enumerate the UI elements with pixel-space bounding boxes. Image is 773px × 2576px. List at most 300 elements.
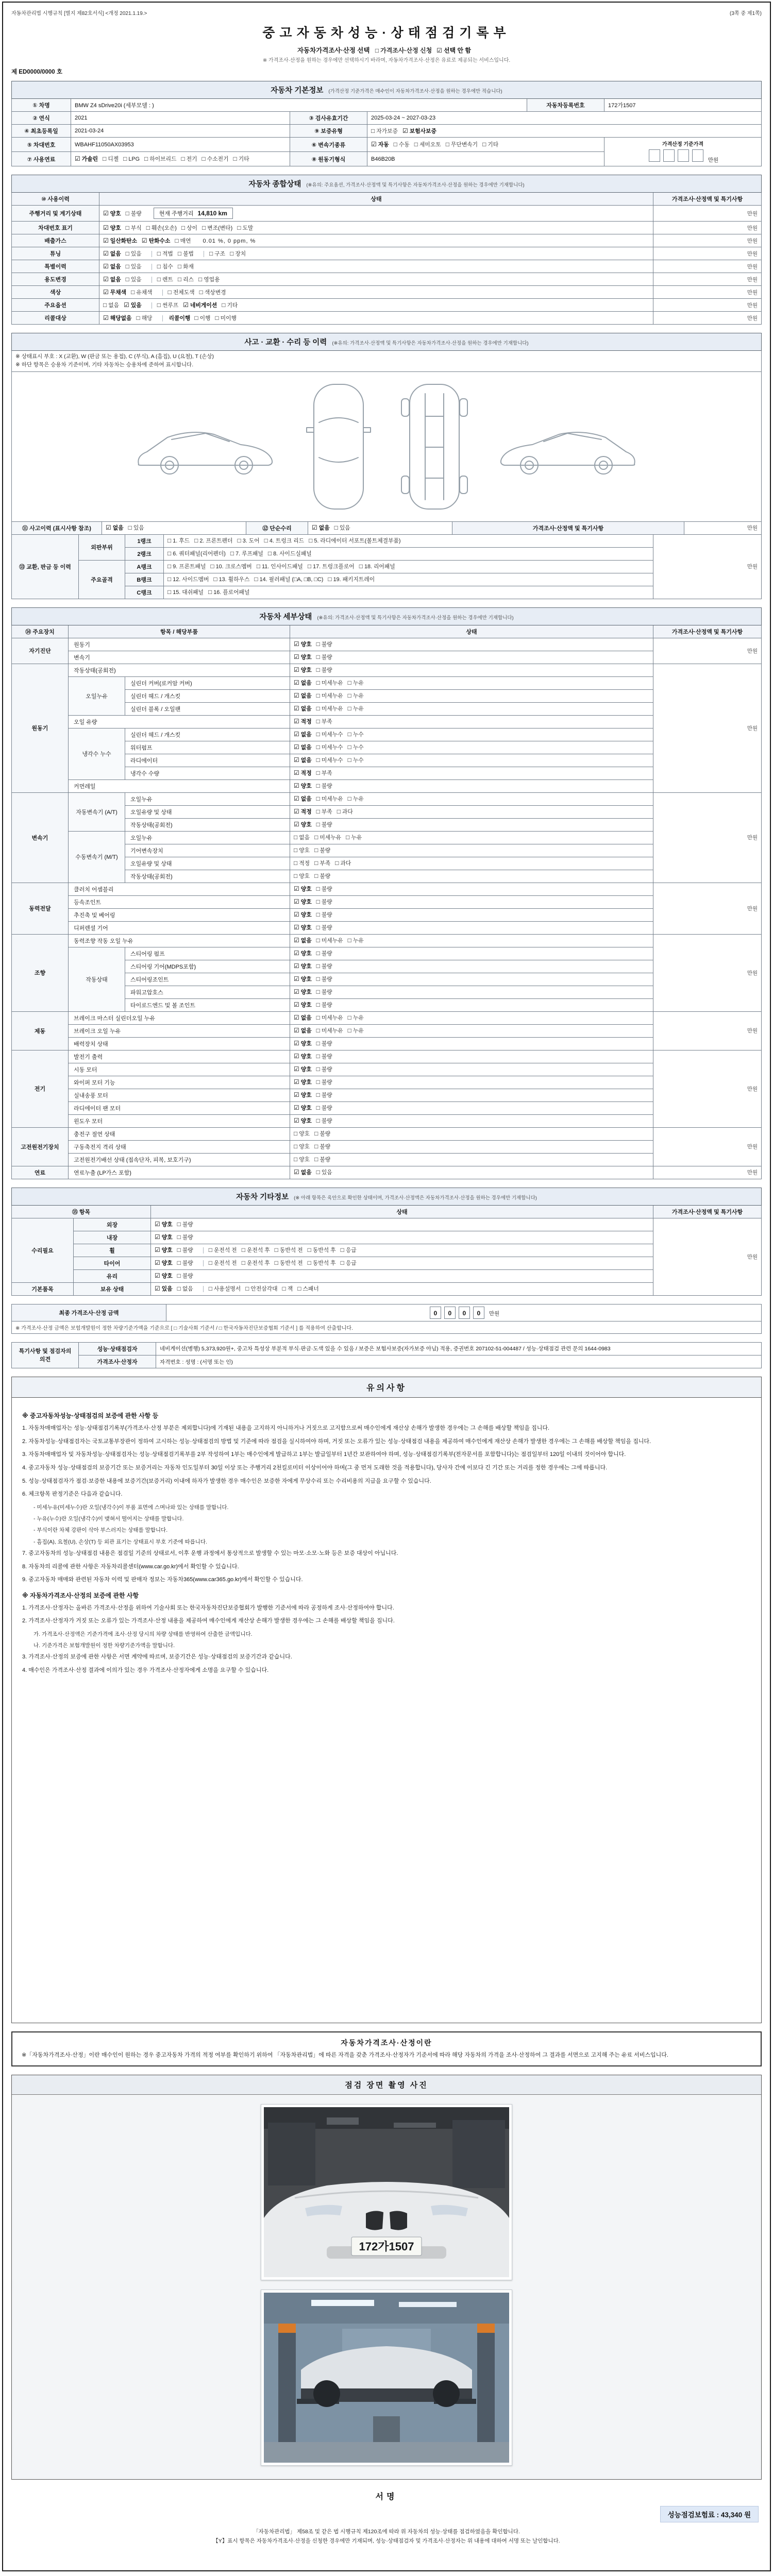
row-label: 외장 xyxy=(74,1218,151,1231)
checkbox-15. 대쉬패널[interactable] xyxy=(167,588,204,596)
checkbox-불량[interactable] xyxy=(314,1143,330,1150)
checkbox-누유[interactable] xyxy=(348,679,364,687)
checkbox-양호[interactable] xyxy=(155,1246,173,1254)
checkbox-양호[interactable] xyxy=(294,898,312,906)
checkbox-label: 없음 xyxy=(300,680,312,686)
checkbox-수소전기[interactable] xyxy=(202,155,229,163)
checkbox-없음[interactable] xyxy=(294,743,312,751)
item-name: 추진축 및 베어링 xyxy=(69,908,290,921)
appraiser-signature-line: 자격번호 : 성명 : (서명 또는 인) xyxy=(156,1355,762,1368)
checkbox-label: 미세누유 xyxy=(321,1015,343,1021)
checkbox-9. 프론트패널[interactable] xyxy=(167,563,206,570)
notice-item: 4. 중고자동차 성능·상태점검의 보증기간 또는 보증거리는 자동차 인도일부터 30일 이상 또는 주행거리 2천킬로미터 이상이어야 하며(그 중 먼저 도래한 것을 적용합니다), 당사자 간에 이보다 긴 기간 또는 거리를 정한 경우에는 그에 따릅니다. xyxy=(22,1465,608,1471)
row-label: 타이어 xyxy=(74,1257,151,1269)
checkbox-불량[interactable] xyxy=(177,1221,193,1228)
field-label-reg-no: 자동차등록번호 xyxy=(527,99,604,112)
checkbox-세미오토[interactable] xyxy=(414,141,441,148)
checkbox-불량[interactable] xyxy=(316,924,332,931)
checkbox-양호[interactable] xyxy=(294,666,312,674)
row-label: 용도변경 xyxy=(12,273,99,286)
checkbox-가솔린[interactable] xyxy=(75,155,98,163)
checkbox-없음[interactable] xyxy=(294,756,312,764)
item-name: 연료누출 (LP가스 포함) xyxy=(69,1166,290,1179)
checkbox-label: 7. 루프패널 xyxy=(236,551,263,557)
checkbox-양호[interactable] xyxy=(155,1221,173,1228)
checkbox-네비게이션[interactable] xyxy=(183,301,217,309)
price-cell: 만원 xyxy=(653,299,761,312)
checkbox-잭[interactable] xyxy=(282,1285,293,1293)
checkbox-전기[interactable] xyxy=(181,155,197,163)
checkbox-적정[interactable] xyxy=(294,769,312,777)
checkbox-있음[interactable] xyxy=(316,1168,332,1176)
checkbox-glyph: □ xyxy=(347,795,351,802)
checkbox-label: 수소전기 xyxy=(207,156,229,162)
checkbox-없음[interactable] xyxy=(294,834,310,841)
checkbox-적정[interactable] xyxy=(294,718,312,725)
checkbox-누유[interactable] xyxy=(348,705,364,713)
checkbox-glyph: □ xyxy=(157,262,161,270)
checkbox-있음[interactable] xyxy=(155,1285,173,1293)
checkbox-응급[interactable] xyxy=(341,1259,357,1267)
checkbox-매연[interactable] xyxy=(175,237,191,245)
checkbox-glyph: □ xyxy=(347,743,351,751)
checkbox-glyph: □ xyxy=(316,937,320,944)
checkbox-양호[interactable] xyxy=(294,1117,312,1125)
checkbox-누유[interactable] xyxy=(348,795,364,803)
checkbox-label: 일산화탄소 xyxy=(110,238,137,244)
checkbox-일산화탄소[interactable] xyxy=(103,237,137,245)
item-name: 기어변속장치 xyxy=(125,844,290,857)
checkbox-렌트[interactable] xyxy=(157,276,173,283)
checkbox-6. 쿼터패널(리어펜더)[interactable] xyxy=(167,550,226,557)
accident-check-row xyxy=(12,521,762,534)
checkbox-색상변경[interactable] xyxy=(199,289,226,296)
checkbox-훼손(오손)[interactable] xyxy=(146,224,177,232)
checkbox-리스[interactable] xyxy=(178,276,194,283)
checkbox-7. 루프패널[interactable] xyxy=(230,550,263,557)
checkbox-기타[interactable] xyxy=(222,301,238,309)
checkbox-적정[interactable] xyxy=(294,859,310,867)
checkbox-없음[interactable] xyxy=(294,705,312,713)
special-history-status xyxy=(99,260,653,273)
checkbox-양호[interactable] xyxy=(294,1078,312,1086)
checkbox-있음[interactable] xyxy=(124,301,142,309)
checkbox-8. 사이드실패널[interactable] xyxy=(268,550,312,557)
other-header-item: ⑮ 항목 xyxy=(12,1205,151,1218)
checkbox-화재[interactable] xyxy=(178,263,194,270)
checkbox-양호[interactable] xyxy=(294,1053,312,1060)
checkbox-glyph: □ xyxy=(131,288,135,296)
checkbox-미세누유[interactable] xyxy=(314,834,341,841)
checkbox-11. 인사이드패널[interactable] xyxy=(257,563,303,570)
checkbox-glyph: ☑ xyxy=(294,975,299,982)
checkbox-스패너[interactable] xyxy=(297,1285,319,1293)
accident-history-label: ⑪ 사고이력 (표시사항 참조) xyxy=(12,521,102,534)
checkbox-없음[interactable] xyxy=(294,679,312,687)
checkbox-장치[interactable] xyxy=(230,250,246,258)
checkbox-label: 동반석 후 xyxy=(312,1247,336,1253)
checkbox-하이브리드[interactable] xyxy=(144,155,176,163)
detail-row xyxy=(12,947,762,960)
checkbox-label: 11. 인사이드패널 xyxy=(262,564,303,570)
checkbox-양호[interactable] xyxy=(294,950,312,957)
checkbox-해당없음[interactable] xyxy=(103,314,131,322)
checkbox-수동[interactable] xyxy=(394,141,410,148)
item-name: 오일누유 xyxy=(125,792,290,805)
checkbox-침수[interactable] xyxy=(157,263,173,270)
checkbox-부식[interactable] xyxy=(126,224,142,232)
checkbox-17. 트렁크플로어[interactable] xyxy=(308,563,355,570)
checkbox-선택 안 함[interactable] xyxy=(436,46,471,55)
checkbox-glyph: ☑ xyxy=(294,1014,299,1021)
tuning-status xyxy=(99,247,653,260)
checkbox-불량[interactable] xyxy=(314,1130,330,1138)
field-label-car-name: ① 차명 xyxy=(12,99,71,112)
checkbox-구조[interactable] xyxy=(209,250,225,258)
checkbox-적법[interactable] xyxy=(157,250,173,258)
status-options xyxy=(290,754,653,767)
checkbox-glyph: □ xyxy=(198,275,203,283)
checkbox-양호[interactable] xyxy=(294,1104,312,1112)
checkbox-누유[interactable] xyxy=(348,1014,364,1022)
checkbox-미세누수[interactable] xyxy=(316,731,343,738)
checkbox-양호[interactable] xyxy=(294,962,312,970)
interior-options xyxy=(151,1231,653,1244)
checkbox-운전석 후[interactable] xyxy=(242,1246,270,1254)
checkbox-1. 후드[interactable] xyxy=(167,537,190,545)
checkbox-없음[interactable] xyxy=(294,1027,312,1035)
checkbox-glyph: □ xyxy=(307,1246,311,1253)
select-note: ※ 가격조사·산정을 원하는 경우에만 선택하시기 바라며, 자동차가격조사·산정은 유료로 제공되는 서비스입니다. xyxy=(262,58,511,63)
field-label-model-year: ② 연식 xyxy=(12,112,71,125)
checkbox-불량[interactable] xyxy=(316,962,332,970)
checkbox-불량[interactable] xyxy=(126,210,142,217)
detail-row xyxy=(12,1140,762,1153)
opinion-row-appraiser xyxy=(12,1355,762,1368)
checkbox-불량[interactable] xyxy=(316,1001,332,1009)
checkbox-glyph: □ xyxy=(208,1285,212,1292)
checkbox-glyph: ☑ xyxy=(294,756,299,764)
row-label: 배출가스 xyxy=(12,234,99,247)
checkbox-불량[interactable] xyxy=(316,1091,332,1099)
checkbox-glyph: □ xyxy=(414,141,418,148)
checkbox-기타[interactable] xyxy=(482,141,498,148)
other-row-interior xyxy=(12,1231,762,1244)
checkbox-없음[interactable] xyxy=(294,937,312,944)
checkbox-양호[interactable] xyxy=(294,975,312,983)
checkbox-불량[interactable] xyxy=(316,1065,332,1073)
checkbox-부족[interactable] xyxy=(316,769,332,777)
checkbox-누유[interactable] xyxy=(348,1027,364,1035)
checkbox-label: 해당없음 xyxy=(110,315,132,321)
status-options xyxy=(290,702,653,715)
checkbox-있음[interactable] xyxy=(126,250,142,258)
checkbox-양호[interactable] xyxy=(155,1272,173,1280)
checkbox-양호[interactable] xyxy=(294,653,312,661)
checkbox-glyph: □ xyxy=(144,155,148,162)
checkbox-누유[interactable] xyxy=(348,692,364,700)
checkbox-없음[interactable] xyxy=(177,1285,193,1293)
checkbox-양호[interactable] xyxy=(294,988,312,996)
checkbox-누수[interactable] xyxy=(348,743,364,751)
overall-row-main-options xyxy=(12,299,762,312)
checkbox-자가보증[interactable] xyxy=(371,127,398,135)
checkbox-label: LPG xyxy=(128,156,140,162)
checkbox-불량[interactable] xyxy=(316,950,332,957)
checkbox-상이[interactable] xyxy=(181,224,197,232)
checkbox-있음[interactable] xyxy=(334,524,350,532)
law-reference: 자동차관리법 시행규칙 [별지 제82호서식] <개정 2021.1.19.> xyxy=(11,11,147,16)
checkbox-label: 17. 트렁크플로어 xyxy=(313,564,355,570)
checkbox-부족[interactable] xyxy=(316,808,332,816)
checkbox-양호[interactable] xyxy=(294,782,312,790)
checkbox-없음[interactable] xyxy=(103,263,121,270)
checkbox-양호[interactable] xyxy=(155,1233,173,1241)
checkbox-동반석 전[interactable] xyxy=(275,1259,303,1267)
checkbox-5. 라디에이터 서포트(볼트체결부품)[interactable] xyxy=(309,537,400,545)
checkbox-label: 화재 xyxy=(183,263,194,270)
checkbox-불량[interactable] xyxy=(316,1040,332,1047)
checkbox-양호[interactable] xyxy=(294,1130,310,1138)
checkbox-없음[interactable] xyxy=(103,301,119,309)
checkbox-양호[interactable] xyxy=(294,846,310,854)
checkbox-양호[interactable] xyxy=(294,1091,312,1099)
checkbox-무채색[interactable] xyxy=(103,289,126,296)
checkbox-미세누유[interactable] xyxy=(316,692,343,700)
checkbox-불량[interactable] xyxy=(177,1246,193,1254)
checkbox-변조(변타)[interactable] xyxy=(202,224,232,232)
checkbox-19. 패키지트레이[interactable] xyxy=(328,575,375,583)
checkbox-LPG[interactable] xyxy=(123,155,140,162)
checkbox-탄화수소[interactable] xyxy=(142,237,170,245)
checkbox-label: 유채색 xyxy=(136,289,153,296)
checkbox-label: 불량 xyxy=(321,899,332,905)
checkbox-label: 불량 xyxy=(320,1131,331,1137)
detail-row xyxy=(12,676,762,689)
checkbox-3. 도어[interactable] xyxy=(238,537,260,545)
checkbox-누수[interactable] xyxy=(348,756,364,764)
checkbox-응급[interactable] xyxy=(341,1246,357,1254)
price-cell: 만원 xyxy=(653,1166,761,1179)
checkbox-양호[interactable] xyxy=(294,924,312,931)
checkbox-2. 프론트펜더[interactable] xyxy=(194,537,232,545)
checkbox-양호[interactable] xyxy=(294,1001,312,1009)
insurance-fee-wrap xyxy=(14,2506,759,2522)
checkbox-있음[interactable] xyxy=(126,276,142,283)
checkbox-이행[interactable] xyxy=(194,314,210,322)
checkbox-불량[interactable] xyxy=(177,1272,193,1280)
checkbox-사용설명서[interactable] xyxy=(209,1285,241,1293)
detail-row xyxy=(12,883,762,895)
checkbox-양호[interactable] xyxy=(294,1143,310,1150)
checkbox-불량[interactable] xyxy=(316,1053,332,1060)
checkbox-label: 불량 xyxy=(321,925,332,931)
checkbox-불량[interactable] xyxy=(177,1233,193,1241)
status-options xyxy=(290,973,653,986)
checkbox-glyph: ☑ xyxy=(294,924,299,931)
checkbox-양호[interactable] xyxy=(294,1156,310,1163)
checkbox-해당[interactable] xyxy=(136,314,152,322)
checkbox-10. 크로스멤버[interactable] xyxy=(210,563,251,570)
checkbox-14. 필러패널 (□A, □B, □C)[interactable] xyxy=(254,575,323,583)
checkbox-기타[interactable] xyxy=(233,155,249,163)
checkbox-누수[interactable] xyxy=(348,731,364,738)
wheel-position-options xyxy=(209,1247,361,1253)
checkbox-12. 사이드멤버[interactable] xyxy=(167,575,209,583)
checkbox-label: 4. 트렁크 리드 xyxy=(269,538,305,544)
checkbox-glyph: ☑ xyxy=(103,224,109,231)
checkbox-양호[interactable] xyxy=(103,224,121,232)
checkbox-양호[interactable] xyxy=(294,1040,312,1047)
checkbox-부족[interactable] xyxy=(316,718,332,725)
detail-row xyxy=(12,831,762,844)
checkbox-양호[interactable] xyxy=(294,872,310,880)
checkbox-미세누유[interactable] xyxy=(316,679,343,687)
checkbox-부족[interactable] xyxy=(314,859,330,867)
checkbox-불량[interactable] xyxy=(316,1104,332,1112)
checkbox-18. 리어패널[interactable] xyxy=(359,563,395,570)
device-name: 전기 xyxy=(12,1050,69,1127)
checkbox-양호[interactable] xyxy=(155,1259,173,1267)
vin-marking-status xyxy=(99,222,653,234)
checkbox-미세누수[interactable] xyxy=(316,756,343,764)
checkbox-미세누유[interactable] xyxy=(316,1014,343,1022)
checkbox-미세누유[interactable] xyxy=(316,795,343,803)
checkbox-미세누수[interactable] xyxy=(316,743,343,751)
checkbox-불량[interactable] xyxy=(316,666,332,674)
checkbox-미세누유[interactable] xyxy=(316,1027,343,1035)
checkbox-과다[interactable] xyxy=(337,808,353,816)
checkbox-불량[interactable] xyxy=(314,1156,330,1163)
checkbox-불량[interactable] xyxy=(316,975,332,983)
checkbox-양호[interactable] xyxy=(294,1065,312,1073)
checkbox-glyph: □ xyxy=(256,563,261,570)
checkbox-불량[interactable] xyxy=(314,846,330,854)
checkbox-양호[interactable] xyxy=(294,885,312,893)
checkbox-운전석 후[interactable] xyxy=(242,1259,270,1267)
checkbox-전체도색[interactable] xyxy=(168,289,195,296)
checkbox-glyph: □ xyxy=(359,563,363,570)
checkbox-없음[interactable] xyxy=(106,524,124,532)
checkbox-불량[interactable] xyxy=(316,821,332,828)
checkbox-불량[interactable] xyxy=(316,1117,332,1125)
checkbox-없음[interactable] xyxy=(294,795,312,803)
checkbox-불량[interactable] xyxy=(316,885,332,893)
checkbox-불량[interactable] xyxy=(316,898,332,906)
notices-section xyxy=(11,1377,762,2023)
checkbox-양호[interactable] xyxy=(294,911,312,919)
checkbox-불량[interactable] xyxy=(314,872,330,880)
checkbox-무단변속기[interactable] xyxy=(446,141,478,148)
field-label-inspection-period: ③ 검사유효기간 xyxy=(290,112,367,125)
checkbox-glyph: □ xyxy=(230,249,234,257)
checkbox-16. 플로어패널[interactable] xyxy=(208,588,249,596)
checkbox-디젤[interactable] xyxy=(103,155,119,163)
rankA-options xyxy=(164,560,653,573)
checkbox-4. 트렁크 리드[interactable] xyxy=(264,537,304,545)
checkbox-불량[interactable] xyxy=(316,782,332,790)
checkbox-없음[interactable] xyxy=(294,1168,312,1176)
checkbox-label: 양호 xyxy=(300,1041,312,1047)
status-options xyxy=(290,638,653,651)
checkbox-불량[interactable] xyxy=(316,911,332,919)
checkbox-불량[interactable] xyxy=(316,653,332,661)
checkbox-운전석 전[interactable] xyxy=(209,1246,237,1254)
checkbox-없음[interactable] xyxy=(103,250,121,258)
checkbox-유채색[interactable] xyxy=(131,289,153,296)
checkbox-동반석 후[interactable] xyxy=(308,1259,336,1267)
checkbox-양호[interactable] xyxy=(103,210,121,217)
checkbox-도말[interactable] xyxy=(237,224,253,232)
checkbox-운전석 전[interactable] xyxy=(209,1259,237,1267)
checkbox-동반석 전[interactable] xyxy=(275,1246,303,1254)
checkbox-미세누유[interactable] xyxy=(316,937,343,944)
checkbox-동반석 후[interactable] xyxy=(308,1246,336,1254)
checkbox-label: 누유 xyxy=(352,706,364,712)
checkbox-label: 미세누유 xyxy=(321,1028,343,1034)
checkbox-썬루프[interactable] xyxy=(157,301,179,309)
checkbox-없음[interactable] xyxy=(312,524,330,532)
checkbox-미세누유[interactable] xyxy=(316,705,343,713)
checkbox-가격조사·산정 신청[interactable] xyxy=(375,46,432,55)
checkbox-불량[interactable] xyxy=(316,640,332,648)
checkbox-누유[interactable] xyxy=(346,834,362,841)
notices-block-b xyxy=(22,1604,751,1675)
subgroup-name: 작동상태 xyxy=(69,947,125,1011)
checkbox-불량[interactable] xyxy=(177,1259,193,1267)
final-price-note: ※ 가격조사·산정 금액은 보험개발원이 정한 차량기준가액을 기준으로 [ □ 기술사회 기준서 / □ 한국자동차진단보증협회 기준서 ] 를 적용하여 산출합니다. xyxy=(12,1321,762,1333)
checkbox-glyph: □ xyxy=(316,1014,320,1021)
checkbox-자동[interactable] xyxy=(371,141,389,148)
checkbox-불량[interactable] xyxy=(316,1078,332,1086)
checkbox-적정[interactable] xyxy=(294,808,312,816)
checkbox-13. 휠하우스[interactable] xyxy=(213,575,249,583)
checkbox-glyph: □ xyxy=(316,808,320,815)
checkbox-불법[interactable] xyxy=(178,250,194,258)
checkbox-glyph: □ xyxy=(274,1246,278,1253)
checkbox-있음[interactable] xyxy=(126,263,142,270)
item-name: 스티어링 기어(MDPS포함) xyxy=(125,960,290,973)
checkbox-불량[interactable] xyxy=(316,988,332,996)
checkbox-label: 없음 xyxy=(300,732,312,738)
insurance-fee-badge: 성능점검보험료 : 43,340 원 xyxy=(660,2506,759,2522)
checkbox-과다[interactable] xyxy=(335,859,351,867)
checkbox-label: 리스 xyxy=(183,276,194,283)
checkbox-없음[interactable] xyxy=(294,692,312,700)
checkbox-label: 미세누수 xyxy=(321,744,343,751)
checkbox-안전삼각대[interactable] xyxy=(245,1285,277,1293)
checkbox-있음[interactable] xyxy=(128,524,144,532)
checkbox-미이행[interactable] xyxy=(215,314,237,322)
checkbox-양호[interactable] xyxy=(294,821,312,828)
checkbox-glyph: □ xyxy=(316,950,320,957)
checkbox-없음[interactable] xyxy=(294,731,312,738)
checkbox-label: 운전석 후 xyxy=(246,1260,270,1266)
checkbox-없음[interactable] xyxy=(294,1014,312,1022)
checkbox-glyph: □ xyxy=(294,846,298,854)
checkbox-영업용[interactable] xyxy=(198,276,220,283)
status-options xyxy=(290,805,653,818)
checkbox-없음[interactable] xyxy=(103,276,121,283)
item-name: 시동 모터 xyxy=(69,1063,290,1076)
checkbox-누유[interactable] xyxy=(348,937,364,944)
checkbox-label: 과다 xyxy=(342,809,353,815)
checkbox-label: 양호 xyxy=(300,822,312,828)
checkbox-양호[interactable] xyxy=(294,640,312,648)
status-options xyxy=(290,831,653,844)
checkbox-보험사보증[interactable] xyxy=(402,127,436,135)
inspector-opinion-section xyxy=(11,1342,762,1369)
